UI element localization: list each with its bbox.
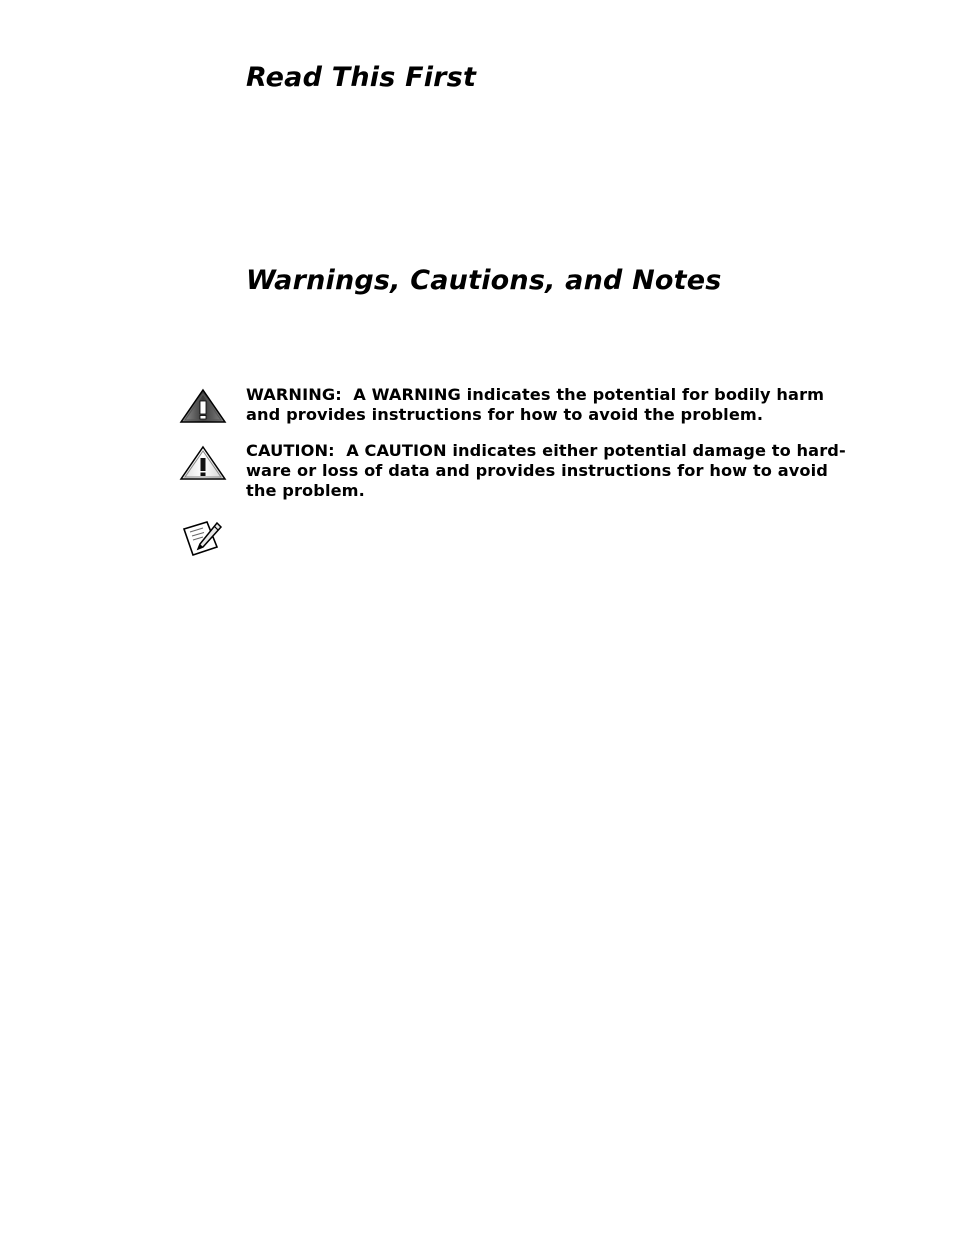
- warning-body: A WARNING indicates the potential for bodily harm and provides instructions for how to avoid the problem.: [246, 385, 825, 424]
- note-pencil-icon: [181, 519, 223, 557]
- caution-notice: [246, 441, 846, 501]
- warning-triangle-icon: [179, 388, 227, 424]
- warning-notice: [246, 385, 846, 425]
- heading-warnings-cautions-notes: Warnings, Cautions, and Notes: [246, 265, 722, 296]
- warning-label: WARNING:: [246, 385, 342, 404]
- caution-triangle-icon: [179, 445, 227, 481]
- heading-read-this-first: Read This First: [246, 62, 477, 93]
- caution-body: A CAUTION indicates either potential damage to hard-ware or loss of data and provides instructions for how to avoid the problem.: [246, 441, 846, 500]
- caution-label: CAUTION:: [246, 441, 335, 460]
